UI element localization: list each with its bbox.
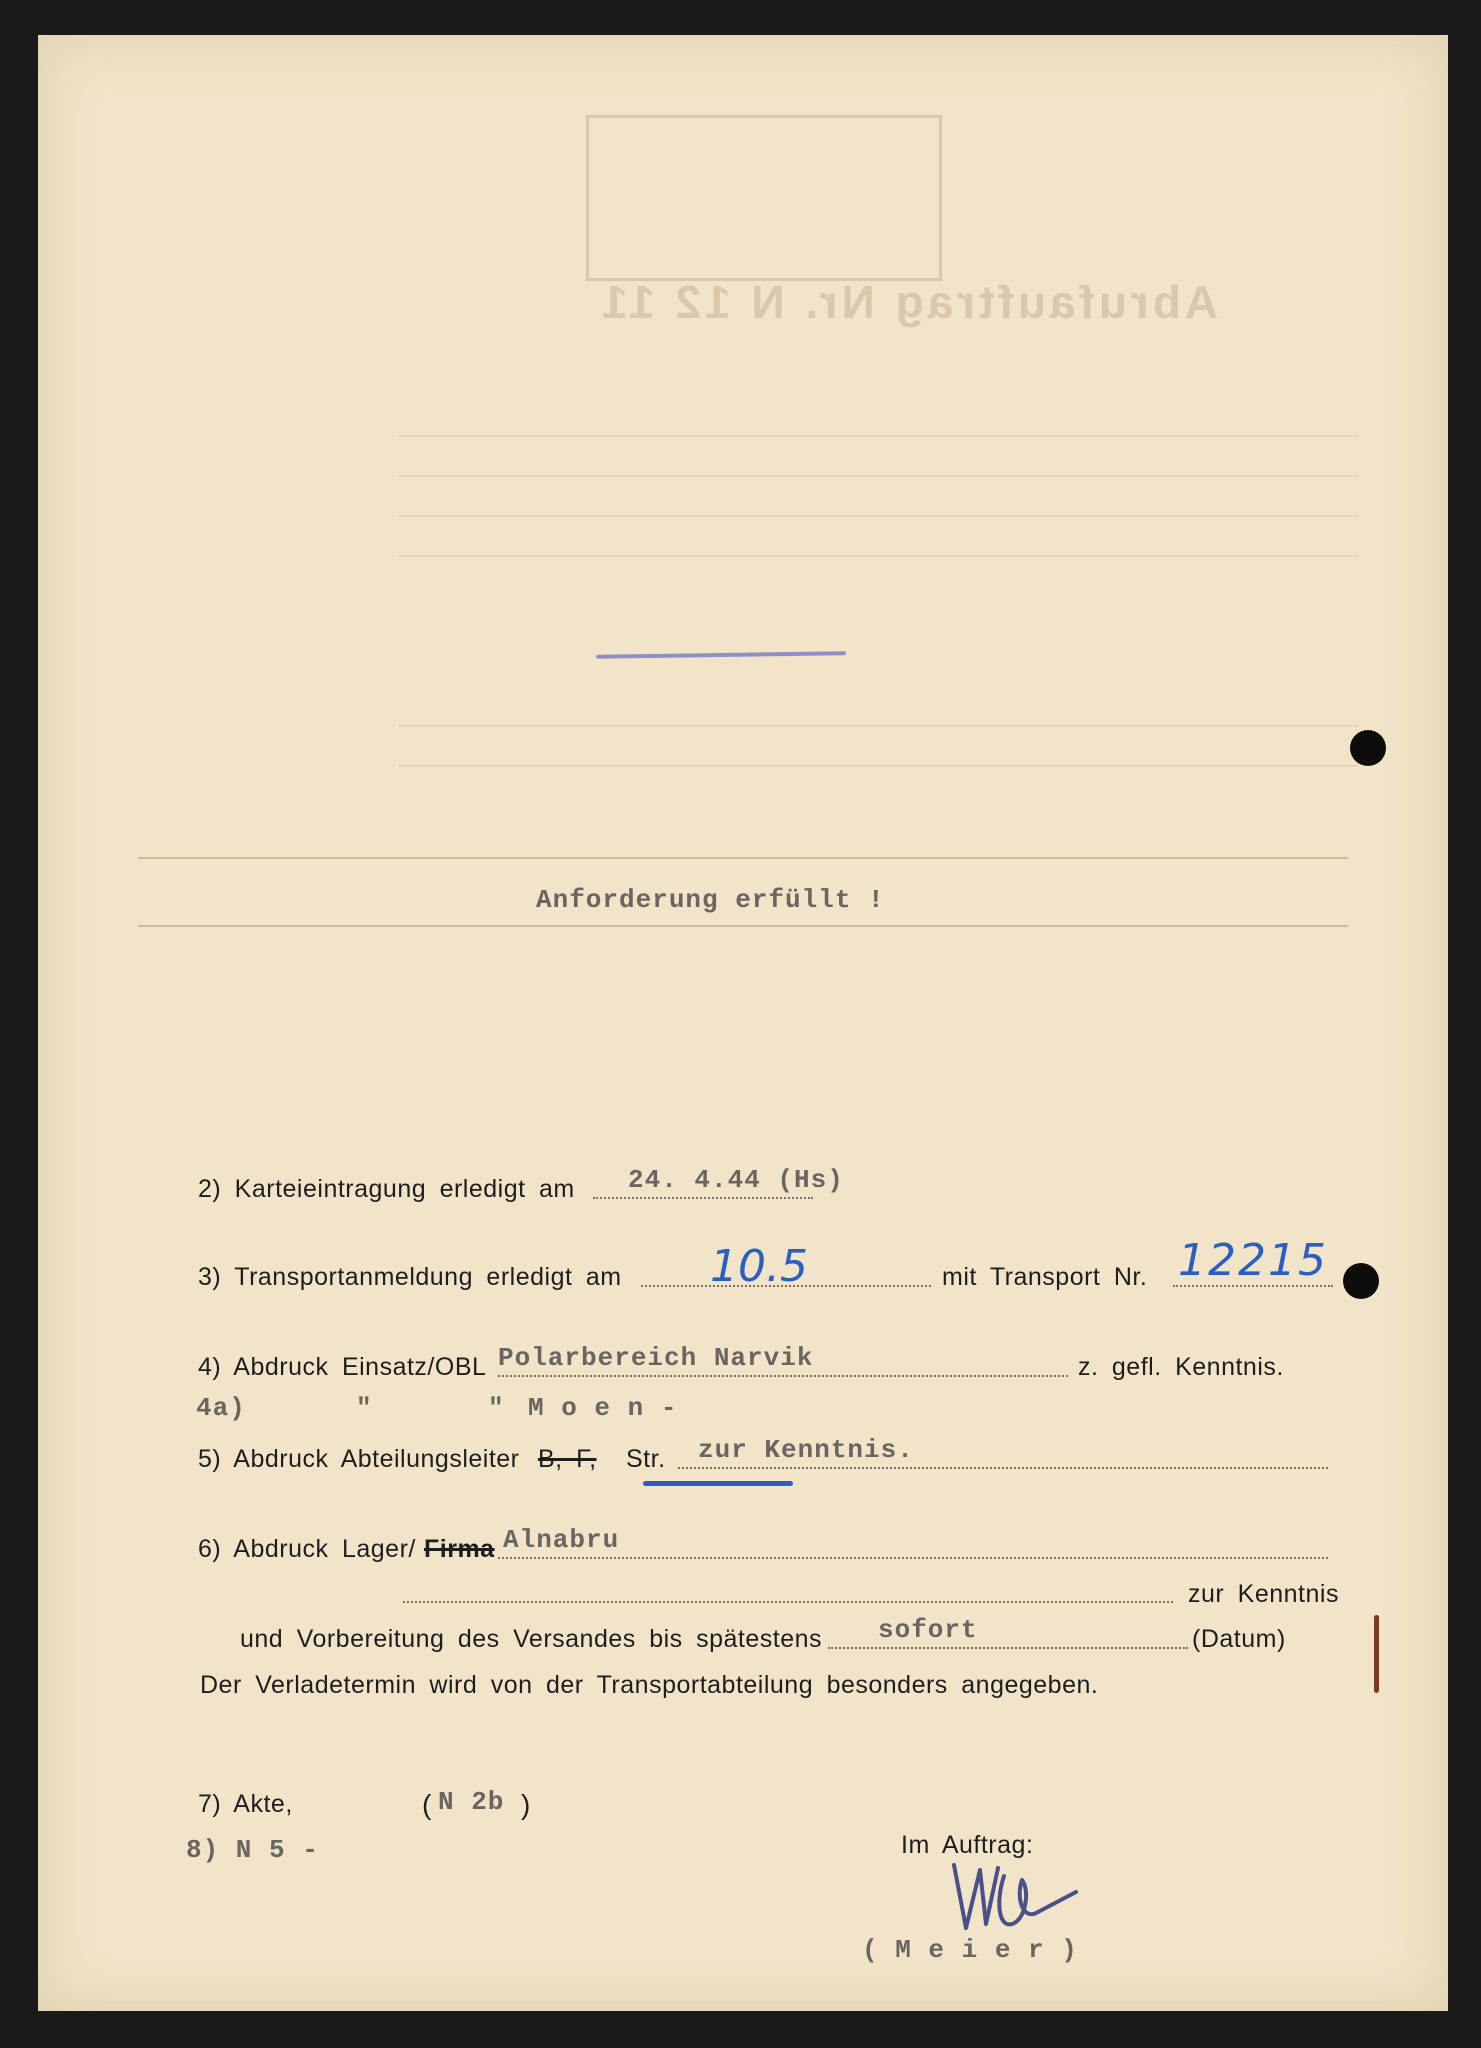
item-2-label: 2) Karteieintragung erledigt am (198, 1175, 575, 1203)
item-7-close-paren: ) (521, 1789, 531, 1820)
item-6b-line (828, 1647, 1188, 1649)
signature-name: ( M e i e r ) (862, 1935, 1078, 1965)
item-3-mid-label: mit Transport Nr. (942, 1263, 1148, 1291)
bleed-through-title: Abrufauftrag Nr. N 12 11 (598, 276, 1219, 328)
item-5-struck: B, F, (538, 1445, 597, 1473)
item-6-struck: Firma (424, 1535, 495, 1563)
rule-bottom (138, 925, 1348, 927)
item-7-label: 7) Akte, (198, 1790, 293, 1818)
item-4a-ditto-1: " (356, 1393, 373, 1423)
item-4a-ditto-2: " (488, 1393, 505, 1423)
item-6b-value: sofort (878, 1615, 978, 1645)
bleed-through-lines (398, 435, 1398, 855)
item-5-value: zur Kenntnis. (698, 1435, 914, 1465)
signature-label: Im Auftrag: (901, 1831, 1034, 1859)
item-5-label: 5) Abdruck Abteilungsleiter (198, 1445, 520, 1473)
item-5-blue-underline (643, 1481, 793, 1486)
item-7-open-paren: ( (422, 1789, 432, 1820)
item-6-line-2 (403, 1601, 1173, 1603)
document-page (38, 35, 1448, 2011)
item-4a-value: M o e n - (528, 1393, 678, 1423)
item-3-transport-nr-handwritten: 12215 (1178, 1235, 1328, 1286)
item-4-value: Polarbereich Narvik (498, 1343, 814, 1373)
item-7-value: N 2b (438, 1787, 505, 1817)
item-3-label: 3) Transportanmeldung erledigt am (198, 1263, 622, 1291)
item-3-date-handwritten: 10.5 (710, 1241, 808, 1292)
item-6c-text: Der Verladetermin wird von der Transportabteilung besonders angegeben. (200, 1671, 1099, 1699)
item-5-line (678, 1467, 1328, 1469)
status-stamp: Anforderung erfüllt ! (536, 885, 885, 915)
item-6b-suffix: (Datum) (1192, 1625, 1286, 1653)
item-5-suffix: Str. (626, 1445, 666, 1473)
item-6-suffix: zur Kenntnis (1188, 1580, 1339, 1608)
rule-top (138, 857, 1348, 859)
item-6b-label: und Vorbereitung des Versandes bis spätestens (240, 1625, 823, 1653)
item-6-value: Alnabru (503, 1525, 620, 1555)
item-4-line (498, 1375, 1068, 1377)
item-8-text: 8) N 5 - (186, 1835, 319, 1865)
item-2-line (593, 1197, 813, 1199)
handwritten-signature (946, 1850, 1086, 1940)
punch-hole-top (1350, 730, 1386, 766)
item-6-label: 6) Abdruck Lager/ (198, 1535, 416, 1563)
item-4a-label: 4a) (196, 1393, 246, 1423)
punch-hole-bottom (1343, 1263, 1379, 1299)
item-4-suffix: z. gefl. Kenntnis. (1078, 1353, 1284, 1381)
red-margin-mark (1374, 1615, 1379, 1693)
item-4-label: 4) Abdruck Einsatz/OBL (198, 1353, 487, 1381)
item-6-line (498, 1557, 1328, 1559)
bleed-through-stamp-box (586, 115, 942, 281)
item-2-value: 24. 4.44 (Hs) (628, 1165, 844, 1195)
